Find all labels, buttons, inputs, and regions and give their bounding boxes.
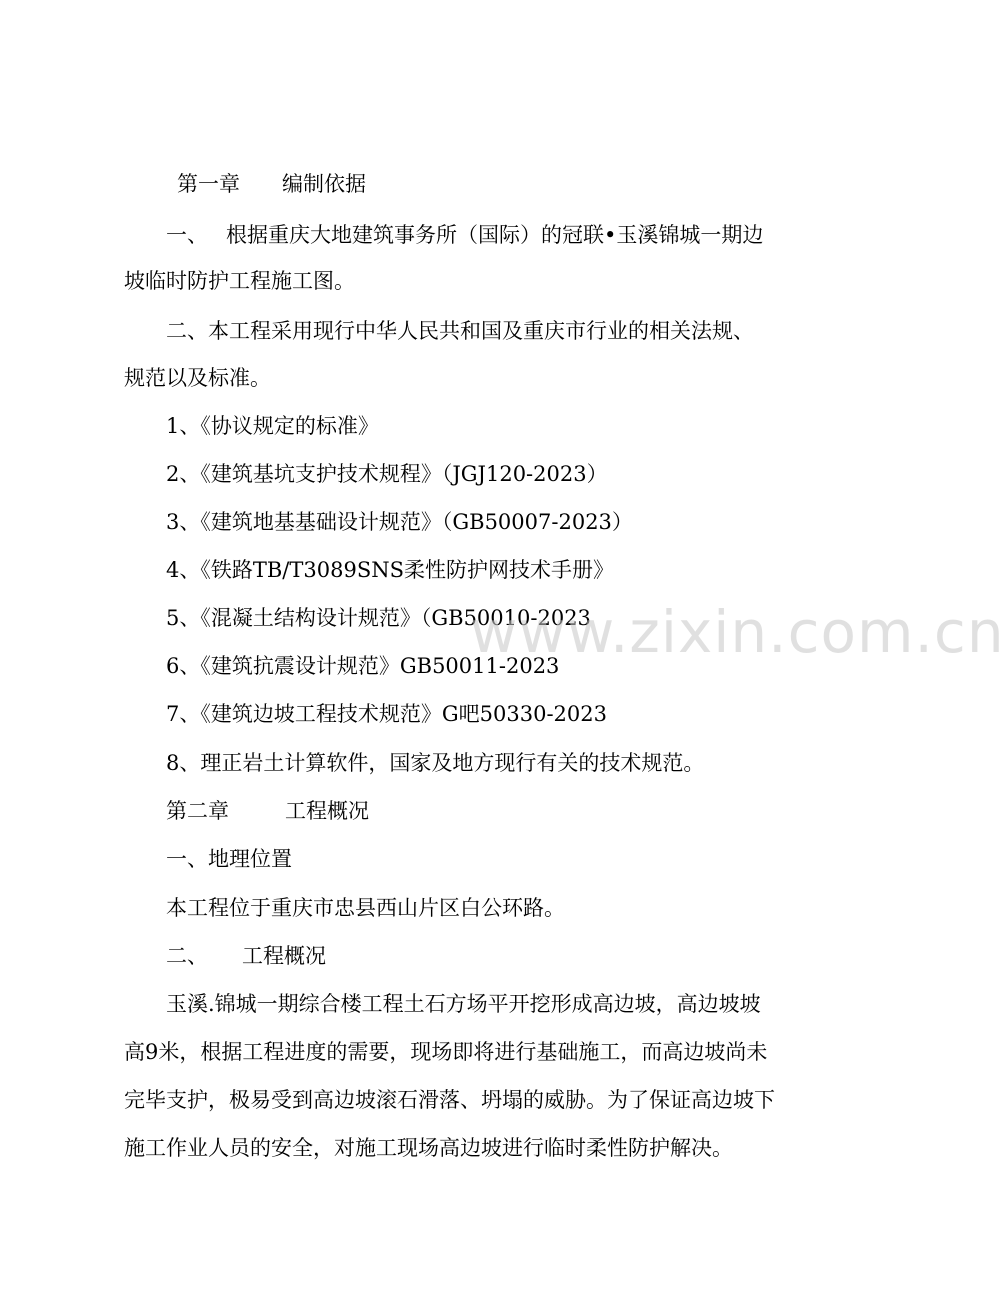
overview-body-line-1: 玉溪.锦城一期综合楼工程土石方场平开挖形成高边坡，高边坡坡	[166, 992, 761, 1016]
basis-item-1-text: 根据重庆大地建筑事务所（国际）的冠联•玉溪锦城一期边	[226, 223, 764, 247]
standard-item-4: 4、《铁路TB/T3089SNS柔性防护网技术手册》	[166, 558, 614, 582]
basis-item-1-line-1	[166, 221, 763, 249]
chapter-1-heading	[177, 170, 366, 198]
basis-item-2-text: 二、本工程采用现行中华人民共和国及重庆市行业的相关法规、	[166, 319, 754, 343]
standard-item-6: 6、《建筑抗震设计规范》GB50011-2023	[166, 654, 560, 678]
chapter-1-number: 第一章	[177, 172, 240, 196]
chapter-2-heading	[166, 797, 369, 825]
standard-item-2: 2、《建筑基坑支护技术规程》（JGJ120-2023）	[166, 462, 608, 486]
basis-item-2-line-1	[166, 317, 754, 345]
basis-item-1-text-cont: 坡临时防护工程施工图。	[124, 269, 355, 293]
standard-item-1: 1、《协议规定的标准》	[166, 414, 379, 438]
watermark: www.zixin.com.cn	[470, 598, 1005, 666]
overview-body-line-3: 完毕支护，极易受到高边坡滚石滑落、坍塌的威胁。为了保证高边坡下	[124, 1088, 775, 1112]
overview-marker: 二、	[166, 944, 208, 968]
basis-item-1-line-2	[124, 267, 355, 295]
standard-item-8: 8、理正岩土计算软件，国家及地方现行有关的技术规范。	[166, 751, 705, 775]
overview-title: 工程概况	[242, 944, 326, 968]
basis-item-1-marker: 一、	[166, 223, 208, 247]
location-heading: 一、地理位置	[166, 847, 292, 871]
standard-item-5: 5、《混凝土结构设计规范》（GB50010-2023	[166, 606, 591, 630]
chapter-2-title: 工程概况	[285, 799, 369, 823]
location-body: 本工程位于重庆市忠县西山片区白公环路。	[166, 896, 565, 920]
overview-body-line-2: 高9米，根据工程进度的需要，现场即将进行基础施工，而高边坡尚未	[124, 1040, 768, 1064]
overview-body-line-4: 施工作业人员的安全，对施工现场高边坡进行临时柔性防护解决。	[124, 1136, 733, 1160]
chapter-1-title: 编制依据	[282, 172, 366, 196]
standard-item-3: 3、《建筑地基基础设计规范》（GB50007-2023）	[166, 510, 633, 534]
basis-item-2-line-2	[124, 364, 271, 392]
chapter-2-number: 第二章	[166, 799, 229, 823]
basis-item-2-text-cont: 规范以及标准。	[124, 366, 271, 390]
standard-item-7: 7、《建筑边坡工程技术规范》G吧50330-2023	[166, 702, 607, 726]
overview-heading	[166, 942, 326, 970]
